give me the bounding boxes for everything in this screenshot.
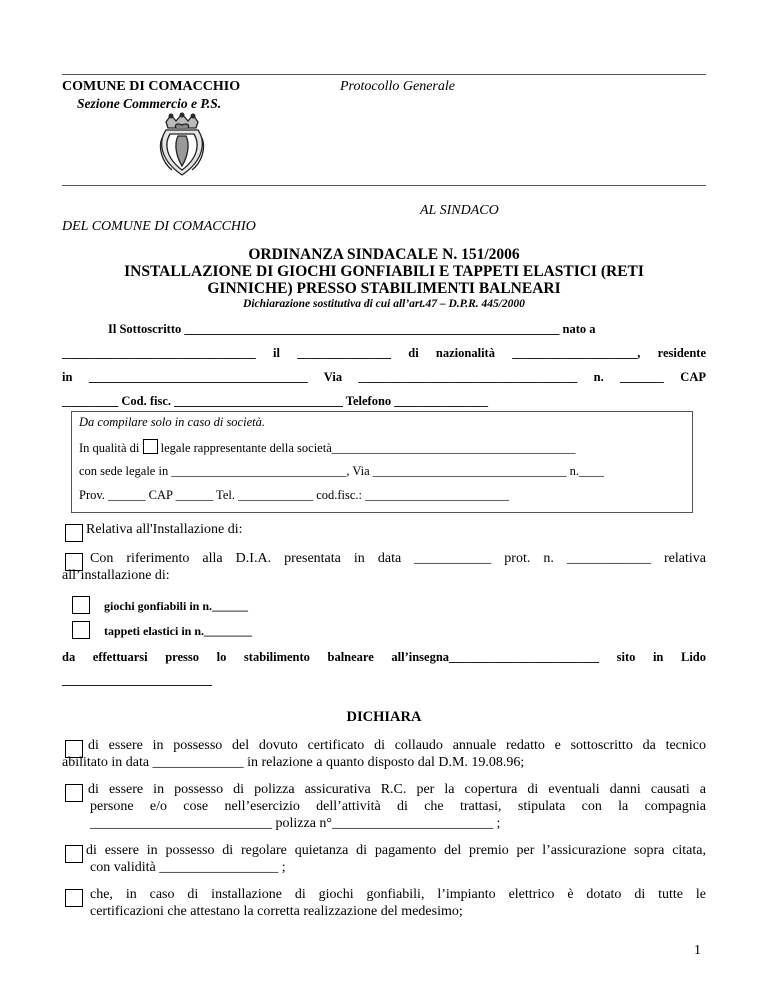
company-row-2: con sede legale in ____________________________, Via _______________________________ n.____ [79, 464, 605, 478]
declaration-3-line-2: con validità _________________ ; [90, 860, 286, 875]
declaration-2-line-2: persone e/o cose nell’esercizio dell’attività di che trattasi, stipulata con la compagnia [90, 799, 706, 814]
dia-line-1: Con riferimento alla D.I.A. presentata in data ___________ prot. n. ____________ relativa [90, 551, 706, 566]
title-line-3: GINNICHE) PRESSO STABILIMENTI BALNEARI [207, 280, 561, 297]
declarant-line-4: _________ Cod. fisc. ___________________________ Telefono _______________ [62, 394, 489, 408]
declarant-line-1: Il Sottoscritto ____________________________________________________________ nato a [108, 322, 596, 336]
inflatable-games-label: giochi gonfiabili in n.______ [104, 599, 249, 613]
location-line-1: da effettuarsi presso lo stabilimento balneare all’insegna________________________ sito in Lido [62, 650, 706, 664]
declaration-3-line-1: di essere in possesso di regolare quietanza di pagamento del premio per l’assicurazione sopra citata, [86, 843, 706, 858]
office-name: COMUNE DI COMACCHIO [62, 79, 241, 94]
office-section: Sezione Commercio e P.S. [77, 96, 222, 111]
declaration-4-line-2: certificazioni che attestano la corretta realizzazione del medesimo; [90, 904, 463, 919]
trampolines-checkbox[interactable] [72, 621, 90, 639]
declaration-heading: DICHIARA [346, 709, 422, 725]
inflatable-games-checkbox[interactable] [72, 596, 90, 614]
insurance-checkbox[interactable] [65, 784, 83, 802]
title-line-1: ORDINANZA SINDACALE N. 151/2006 [248, 246, 520, 263]
coat-of-arms-emblem [156, 112, 208, 178]
page-number: 1 [694, 943, 701, 958]
company-role-text: legale rappresentante della società_______________________________________ [160, 441, 576, 455]
header-bottom-rule [62, 185, 706, 186]
company-role-prefix: In qualità di [79, 441, 140, 455]
company-row-1 [79, 439, 576, 456]
recipient-line-2: DEL COMUNE DI COMACCHIO [62, 219, 256, 234]
declaration-1-line-1: di essere in possesso del dovuto certificato di collaudo annuale redatto e sottoscritto da tecnico [88, 738, 706, 753]
title-line-2: INSTALLAZIONE DI GIOCHI GONFIABILI E TAPPETI ELASTICI (RETI [124, 263, 644, 280]
declarant-line-2: _______________________________ il _______________ di nazionalità ____________________, residente [62, 346, 706, 360]
legal-rep-checkbox[interactable] [143, 439, 158, 454]
declaration-4-line-1: che, in caso di installazione di giochi gonfiabili, l’impianto elettrico è dotato di tutte le [90, 887, 706, 902]
company-box-header: Da compilare solo in caso di società. [79, 415, 265, 429]
protocol-label: Protocollo Generale [340, 79, 455, 94]
declarant-line-3: in ___________________________________ Via ___________________________________ n. _______ CAP [62, 370, 706, 384]
declaration-2-line-3: __________________________ polizza n°_______________________ ; [90, 816, 501, 831]
declaration-2-line-1: di essere in possesso di polizza assicurativa R.C. per la copertura di eventuali danni causati a [88, 782, 706, 797]
company-row-3: Prov. ______ CAP ______ Tel. ____________ cod.fisc.: _______________________ [79, 488, 509, 502]
recipient-line-1: AL SINDACO [420, 203, 499, 218]
electrical-checkbox[interactable] [65, 889, 83, 907]
top-rule [62, 74, 706, 75]
title-subtitle: Dichiarazione sostitutiva di cui all’art.47 – D.P.R. 445/2000 [243, 298, 525, 310]
installation-checkbox[interactable] [65, 524, 83, 542]
declaration-1-line-2: abilitato in data _____________ in relazione a quanto disposto dal D.M. 19.08.96; [62, 755, 525, 770]
receipt-checkbox[interactable] [65, 845, 83, 863]
trampolines-label: tappeti elastici in n.________ [104, 624, 253, 638]
dia-line-2: all’installazione di: [62, 568, 170, 583]
location-line-2: ________________________ [62, 673, 212, 687]
installation-label: Relativa all'Installazione di: [86, 522, 243, 537]
